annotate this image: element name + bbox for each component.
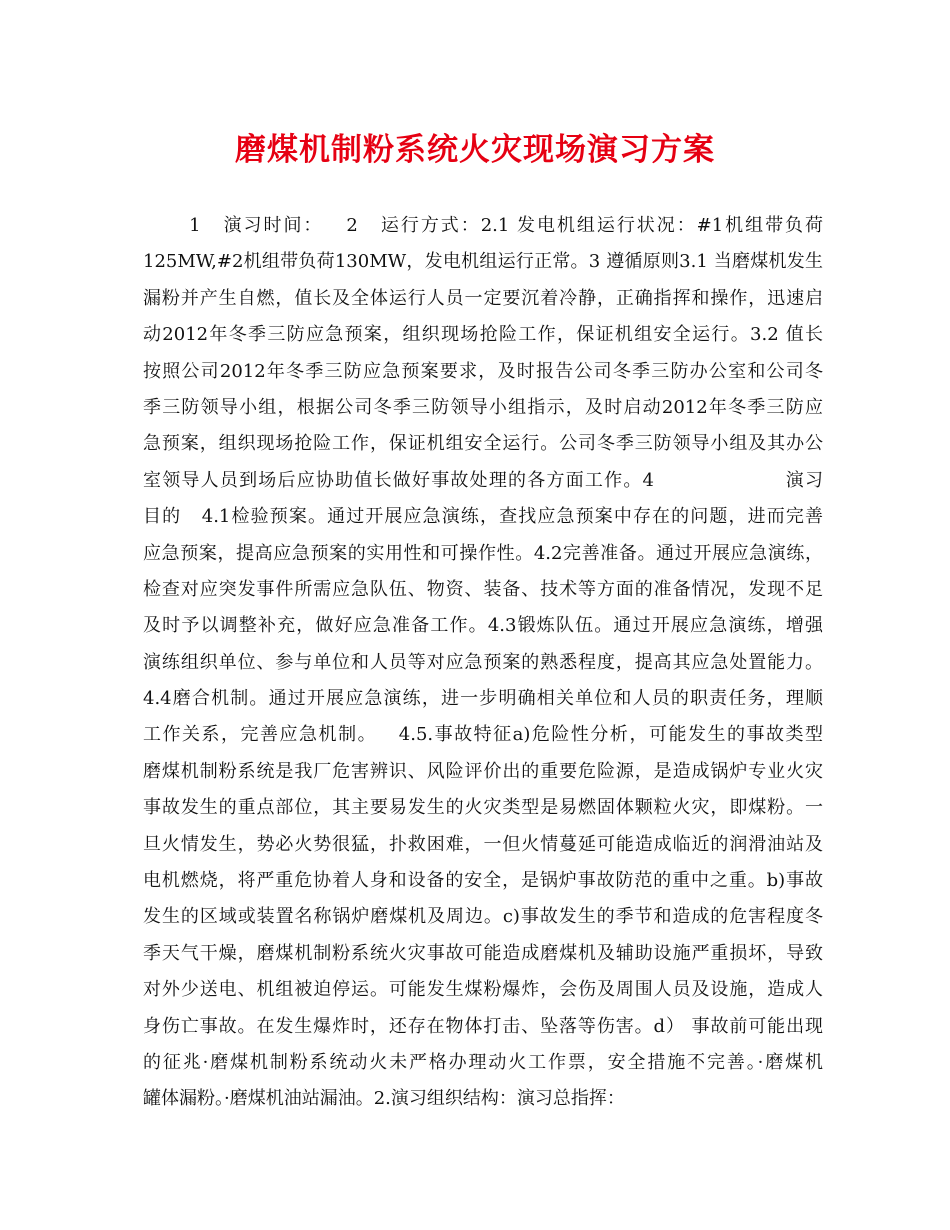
body-line-24: 的征兆·磨煤机制粉系统动火未严格办理动火工作票，安全措施不完善。·磨煤机 [143,1051,823,1073]
body-line-14: 4.4磨合机制。通过开展应急演练，进一步明确相关单位和人员的职责任务，理顺 [143,688,823,710]
body-line-2: 125MW,#2机组带负荷130MW，发电机组运行正常。3 遵循原则3.1 当磨煤机发生 [143,251,823,273]
body-line-11: 检查对应突发事件所需应急队伍、物资、装备、技术等方面的准备情况，发现不足 [143,578,823,600]
body-line-8: 室领导人员到场后应协助值长做好事故处理的各方面工作。4 演习 [143,469,823,491]
body-line-22: 对外少送电、机组被迫停运。可能发生煤粉爆炸，会伤及周围人员及设施，造成人 [143,979,823,1001]
body-line-9: 目的 4.1检验预案。通过开展应急演练，查找应急预案中存在的问题，进而完善 [143,506,823,528]
body-line-4: 动2012年冬季三防应急预案，组织现场抢险工作，保证机组安全运行。3.2 值长 [143,324,823,346]
body-line-25: 罐体漏粉。·磨煤机油站漏油。2.演习组织结构：演习总指挥： [143,1088,625,1110]
body-line-7: 急预案，组织现场抢险工作，保证机组安全运行。公司冬季三防领导小组及其办公 [143,433,823,455]
body-line-5: 按照公司2012年冬季三防应急预案要求，及时报告公司冬季三防办公室和公司冬 [143,360,823,382]
body-line-17: 事故发生的重点部位，其主要易发生的火灾类型是易燃固体颗粒火灾，即煤粉。一 [143,797,823,819]
body-line-18: 旦火情发生，势必火势很猛，扑救困难，一但火情蔓延可能造成临近的润滑油站及 [143,833,823,855]
body-line-19: 电机燃烧，将严重危协着人身和设备的安全，是锅炉事故防范的重中之重。b)事故 [143,870,823,892]
body-line-6: 季三防领导小组，根据公司冬季三防领导小组指示，及时启动2012年冬季三防应 [143,396,823,418]
body-line-12: 及时予以调整补充，做好应急准备工作。4.3锻炼队伍。通过开展应急演练，增强 [143,615,823,637]
document-title: 磨煤机制粉系统火灾现场演习方案 [235,132,715,168]
document-body [143,208,823,1118]
body-line-23: 身伤亡事故。在发生爆炸时，还存在物体打击、坠落等伤害。d） 事故前可能出现 [143,1015,823,1037]
body-line-3: 漏粉并产生自燃，值长及全体运行人员一定要沉着冷静，正确指挥和操作，迅速启 [143,287,823,309]
body-line-1: 1 演习时间： 2 运行方式：2.1 发电机组运行状况：#1机组带负荷 [143,215,823,236]
body-line-20: 发生的区域或装置名称锅炉磨煤机及周边。c)事故发生的季节和造成的危害程度冬 [143,906,823,928]
body-line-13: 演练组织单位、参与单位和人员等对应急预案的熟悉程度，提高其应急处置能力。 [143,651,823,673]
body-line-21: 季天气干燥，磨煤机制粉系统火灾事故可能造成磨煤机及辅助设施严重损坏，导致 [143,942,823,964]
body-line-10: 应急预案，提高应急预案的实用性和可操作性。4.2完善准备。通过开展应急演练， [143,542,823,564]
body-line-16: 磨煤机制粉系统是我厂危害辨识、风险评价出的重要危险源，是造成锅炉专业火灾 [143,760,823,782]
body-line-15: 工作关系，完善应急机制。 4.5.事故特征a)危险性分析，可能发生的事故类型 [143,724,823,746]
